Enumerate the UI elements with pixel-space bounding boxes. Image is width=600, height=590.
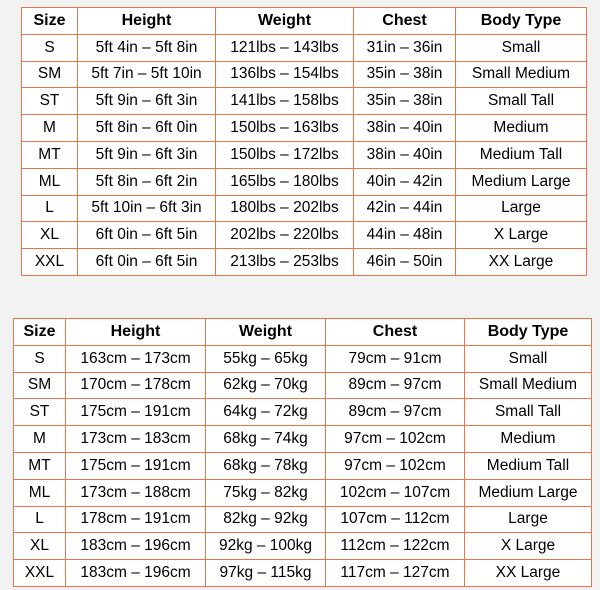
imperial-table-header [22, 8, 587, 35]
cell-body-type: Medium [456, 115, 587, 142]
cell-height: 5ft 10in – 6ft 3in [78, 195, 216, 222]
cell-height: 178cm – 191cm [66, 506, 206, 533]
cell-size: ML [14, 479, 66, 506]
cell-weight: 150lbs – 163lbs [216, 115, 354, 142]
cell-body-type: Medium Tall [465, 452, 592, 479]
cell-height: 6ft 0in – 6ft 5in [78, 249, 216, 276]
metric-table-body [14, 345, 592, 586]
cell-body-type: Large [465, 506, 592, 533]
cell-size: L [14, 506, 66, 533]
cell-height: 183cm – 196cm [66, 533, 206, 560]
cell-chest: 31in – 36in [354, 34, 456, 61]
column-header-body-type: Body Type [465, 319, 592, 346]
cell-chest: 35in – 38in [354, 88, 456, 115]
cell-chest: 38in – 40in [354, 115, 456, 142]
cell-size: XXL [14, 560, 66, 587]
cell-chest: 97cm – 102cm [326, 426, 465, 453]
cell-size: S [22, 34, 78, 61]
table-row [14, 399, 592, 426]
cell-size: ST [14, 399, 66, 426]
cell-body-type: Small Tall [456, 88, 587, 115]
cell-size: M [22, 115, 78, 142]
header-row [14, 319, 592, 346]
cell-body-type: Medium Large [465, 479, 592, 506]
imperial-size-table [21, 7, 587, 276]
cell-height: 173cm – 183cm [66, 426, 206, 453]
cell-weight: 75kg – 82kg [206, 479, 326, 506]
table-row [14, 533, 592, 560]
table-row [22, 168, 587, 195]
column-header-chest: Chest [354, 8, 456, 35]
cell-body-type: Small Medium [465, 372, 592, 399]
cell-body-type: XX Large [456, 249, 587, 276]
cell-height: 183cm – 196cm [66, 560, 206, 587]
metric-size-table [13, 318, 592, 587]
cell-chest: 107cm – 112cm [326, 506, 465, 533]
cell-size: M [14, 426, 66, 453]
table-row [14, 345, 592, 372]
cell-height: 5ft 7in – 5ft 10in [78, 61, 216, 88]
cell-height: 5ft 8in – 6ft 2in [78, 168, 216, 195]
column-header-chest: Chest [326, 319, 465, 346]
table-row [22, 61, 587, 88]
table-row [22, 88, 587, 115]
column-header-height: Height [78, 8, 216, 35]
cell-body-type: Large [456, 195, 587, 222]
cell-weight: 62kg – 70kg [206, 372, 326, 399]
column-header-height: Height [66, 319, 206, 346]
table-row [14, 506, 592, 533]
cell-height: 5ft 9in – 6ft 3in [78, 141, 216, 168]
cell-body-type: Medium Tall [456, 141, 587, 168]
table-row [22, 222, 587, 249]
cell-chest: 112cm – 122cm [326, 533, 465, 560]
cell-weight: 97kg – 115kg [206, 560, 326, 587]
cell-weight: 136lbs – 154lbs [216, 61, 354, 88]
cell-size: S [14, 345, 66, 372]
cell-chest: 79cm – 91cm [326, 345, 465, 372]
column-header-body-type: Body Type [456, 8, 587, 35]
table-row [14, 479, 592, 506]
cell-weight: 68kg – 78kg [206, 452, 326, 479]
cell-chest: 38in – 40in [354, 141, 456, 168]
table-row [14, 560, 592, 587]
cell-height: 175cm – 191cm [66, 452, 206, 479]
column-header-size: Size [22, 8, 78, 35]
cell-weight: 55kg – 65kg [206, 345, 326, 372]
cell-weight: 213lbs – 253lbs [216, 249, 354, 276]
cell-weight: 165lbs – 180lbs [216, 168, 354, 195]
cell-body-type: Medium Large [456, 168, 587, 195]
cell-size: SM [22, 61, 78, 88]
cell-size: XL [22, 222, 78, 249]
cell-body-type: Medium [465, 426, 592, 453]
cell-chest: 89cm – 97cm [326, 399, 465, 426]
column-header-size: Size [14, 319, 66, 346]
cell-body-type: X Large [465, 533, 592, 560]
imperial-table-body [22, 34, 587, 275]
metric-table-header [14, 319, 592, 346]
table-row [22, 141, 587, 168]
cell-size: L [22, 195, 78, 222]
cell-chest: 35in – 38in [354, 61, 456, 88]
cell-body-type: X Large [456, 222, 587, 249]
cell-chest: 40in – 42in [354, 168, 456, 195]
column-header-weight: Weight [206, 319, 326, 346]
cell-chest: 42in – 44in [354, 195, 456, 222]
cell-size: SM [14, 372, 66, 399]
cell-height: 173cm – 188cm [66, 479, 206, 506]
cell-weight: 92kg – 100kg [206, 533, 326, 560]
cell-weight: 180lbs – 202lbs [216, 195, 354, 222]
table-row [22, 249, 587, 276]
cell-chest: 44in – 48in [354, 222, 456, 249]
cell-weight: 64kg – 72kg [206, 399, 326, 426]
table-row [22, 195, 587, 222]
table-row [22, 34, 587, 61]
cell-size: MT [22, 141, 78, 168]
cell-chest: 89cm – 97cm [326, 372, 465, 399]
cell-size: XXL [22, 249, 78, 276]
cell-body-type: Small [456, 34, 587, 61]
cell-height: 163cm – 173cm [66, 345, 206, 372]
cell-chest: 102cm – 107cm [326, 479, 465, 506]
cell-weight: 141lbs – 158lbs [216, 88, 354, 115]
cell-height: 170cm – 178cm [66, 372, 206, 399]
cell-body-type: XX Large [465, 560, 592, 587]
table-row [22, 115, 587, 142]
cell-weight: 68kg – 74kg [206, 426, 326, 453]
cell-size: MT [14, 452, 66, 479]
cell-weight: 150lbs – 172lbs [216, 141, 354, 168]
cell-height: 5ft 4in – 5ft 8in [78, 34, 216, 61]
table-row [14, 452, 592, 479]
cell-height: 5ft 8in – 6ft 0in [78, 115, 216, 142]
cell-body-type: Small Tall [465, 399, 592, 426]
cell-size: XL [14, 533, 66, 560]
cell-height: 5ft 9in – 6ft 3in [78, 88, 216, 115]
cell-chest: 46in – 50in [354, 249, 456, 276]
cell-body-type: Small Medium [456, 61, 587, 88]
cell-weight: 82kg – 92kg [206, 506, 326, 533]
header-row [22, 8, 587, 35]
cell-chest: 117cm – 127cm [326, 560, 465, 587]
cell-height: 175cm – 191cm [66, 399, 206, 426]
cell-body-type: Small [465, 345, 592, 372]
column-header-weight: Weight [216, 8, 354, 35]
table-row [14, 426, 592, 453]
table-row [14, 372, 592, 399]
cell-chest: 97cm – 102cm [326, 452, 465, 479]
cell-height: 6ft 0in – 6ft 5in [78, 222, 216, 249]
cell-weight: 121lbs – 143lbs [216, 34, 354, 61]
cell-size: ST [22, 88, 78, 115]
cell-size: ML [22, 168, 78, 195]
cell-weight: 202lbs – 220lbs [216, 222, 354, 249]
